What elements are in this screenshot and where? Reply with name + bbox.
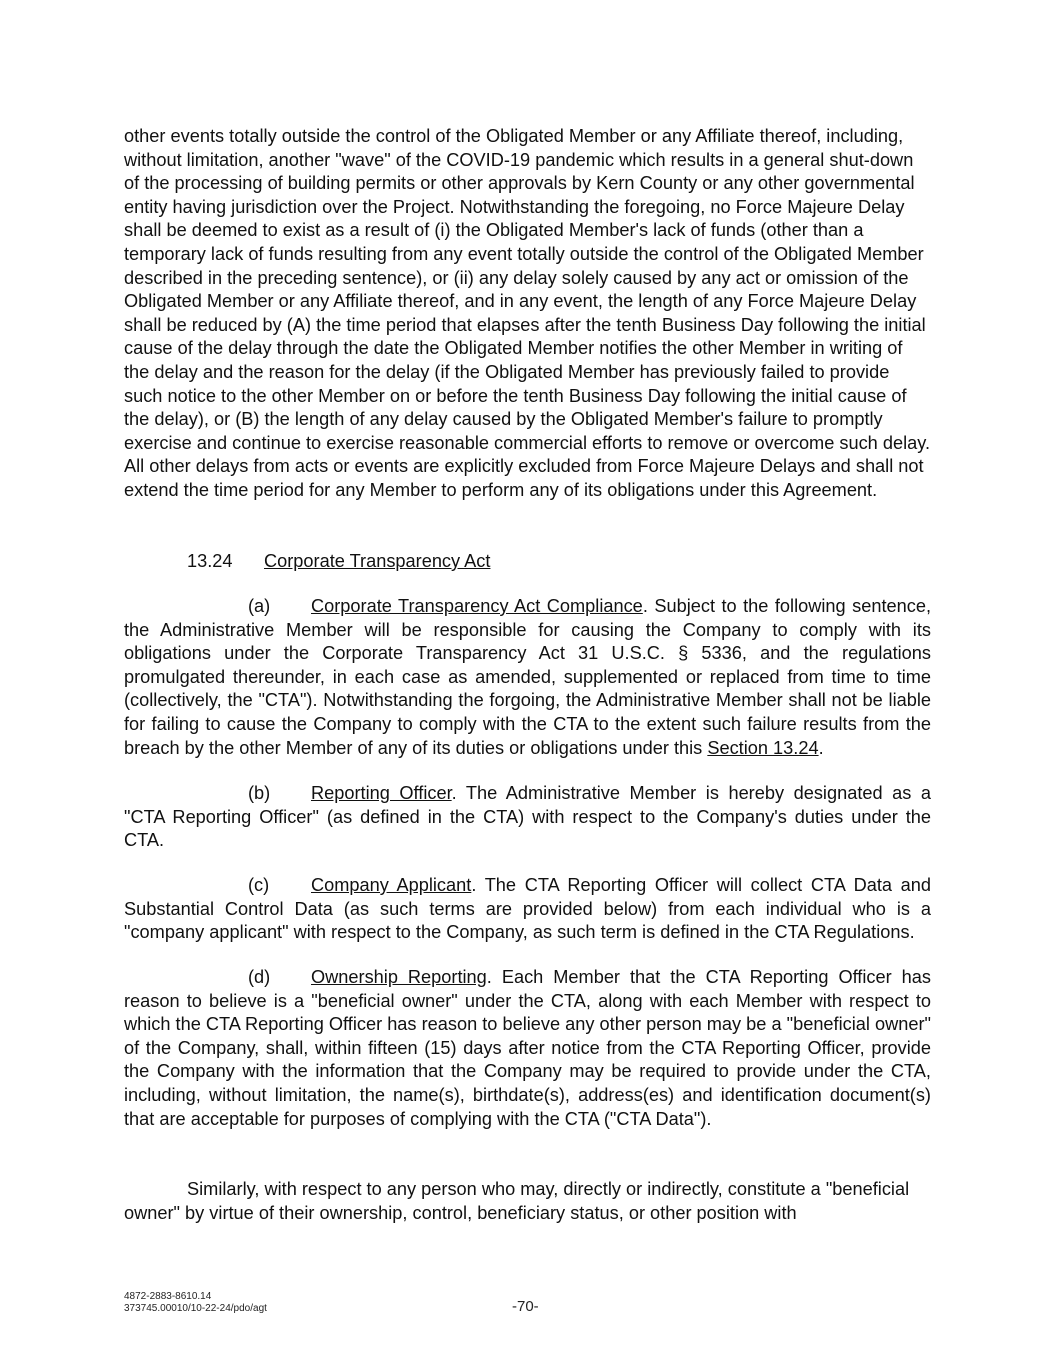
subsection-c-text: . The CTA Reporting Officer will collect CTA Data and Substantial Control Data (as such terms are provided below) from each individual who is a "company applicant" with respect to the Company, as such term is defined in the CTA Regulations.: [124, 875, 931, 943]
subsection-a-heading: Corporate Transparency Act Compliance: [311, 596, 643, 616]
subsection-b: [124, 782, 931, 853]
page-number: -70-: [512, 1298, 539, 1315]
section-title: Corporate Transparency Act: [264, 551, 491, 571]
intro-paragraph: other events totally outside the control of the Obligated Member or any Affiliate thereof, including, without limitation, another "wave" of the COVID-19 pandemic which results in a general shut-down of the processing of building permits or other approvals by Kern County or any other governmental entity having jurisdiction over the Project. Notwithstanding the foregoing, no Force Majeure Delay shall be deemed to exist as a result of (i) the Obligated Member's lack of funds (other than a temporary lack of funds resulting from any event totally outside the control of the Obligated Member described in the preceding sentence), or (ii) any delay solely caused by any act or omission of the Obligated Member or any Affiliate thereof, and in any event, the length of any Force Majeure Delay shall be reduced by (A) the time period that elapses after the tenth Business Day following the initial cause of the delay through the date the Obligated Member notifies the other Member in writing of the delay and the reason for the delay (if the Obligated Member has previously failed to provide such notice to the other Member on or before the tenth Business Day following the initial cause of the delay), or (B) the length of any delay caused by the Obligated Member's failure to promptly exercise and continue to exercise reasonable commercial efforts to remove or overcome such delay. All other delays from acts or events are explicitly excluded from Force Majeure Delays and shall not extend the time period for any Member to perform any of its obligations under this Agreement.: [124, 126, 931, 500]
subsection-a-tail: .: [818, 737, 824, 758]
footer-ids: [124, 1291, 267, 1315]
subsection-a: [124, 595, 931, 760]
subsection-c-label: (c): [248, 875, 270, 895]
closing-paragraph-text: Similarly, with respect to any person who may, directly or indirectly, constitute a "beneficial owner" by virtue of their ownership, control, beneficiary status, or other position with: [124, 1179, 910, 1223]
subsection-b-label: (b): [248, 783, 271, 803]
footer-matter-id: 373745.00010/10-22-24/pdo/agt: [124, 1303, 267, 1314]
subsection-a-text: . Subject to the following sentence, the Administrative Member will be responsible for causing the Company to comply with its obligations under the Corporate Transparency Act 31 U.S.C. § 5336, and the regulations promulgated thereunder, in each case as amended, supplemented or replaced from time to time (collectively, the "CTA"). Notwithstanding the forgoing, the Administrative Member shall not be liable for failing to cause the Company to comply with the CTA to the extent such failure results from the breach by the other Member of any of its duties or obligations under this: [124, 596, 931, 758]
subsection-a-label: (a): [248, 596, 271, 616]
subsection-b-heading: Reporting Officer: [311, 783, 452, 803]
footer-doc-id: 4872-2883-8610.14: [124, 1291, 212, 1302]
subsection-c-heading: Company Applicant: [311, 875, 472, 895]
closing-paragraph: [124, 1178, 931, 1225]
subsection-d: [124, 966, 931, 1131]
subsection-d-text: . Each Member that the CTA Reporting Officer has reason to believe is a "beneficial owner" under the CTA, along with each Member with respect to which the CTA Reporting Officer has reason to believe any other person may be a "beneficial owner" of the Company, shall, within fifteen (15) days after notice from the CTA Reporting Officer, provide the Company with the information that the Company may be required to provide under the CTA, including, without limitation, the name(s), birthdate(s), address(es) and identification document(s) that are acceptable for purposes of complying with the CTA ("CTA Data").: [124, 967, 931, 1129]
section-heading: [187, 550, 787, 574]
subsection-b-text: . The Administrative Member is hereby designated as a "CTA Reporting Officer" (as defined in the CTA) with respect to the Company's duties under the CTA.: [124, 783, 932, 851]
subsection-d-heading: Ownership Reporting: [311, 967, 487, 987]
subsection-d-label: (d): [248, 967, 271, 987]
subsection-c: [124, 874, 931, 945]
section-number: 13.24: [187, 551, 233, 571]
section-reference: Section 13.24: [707, 737, 819, 758]
